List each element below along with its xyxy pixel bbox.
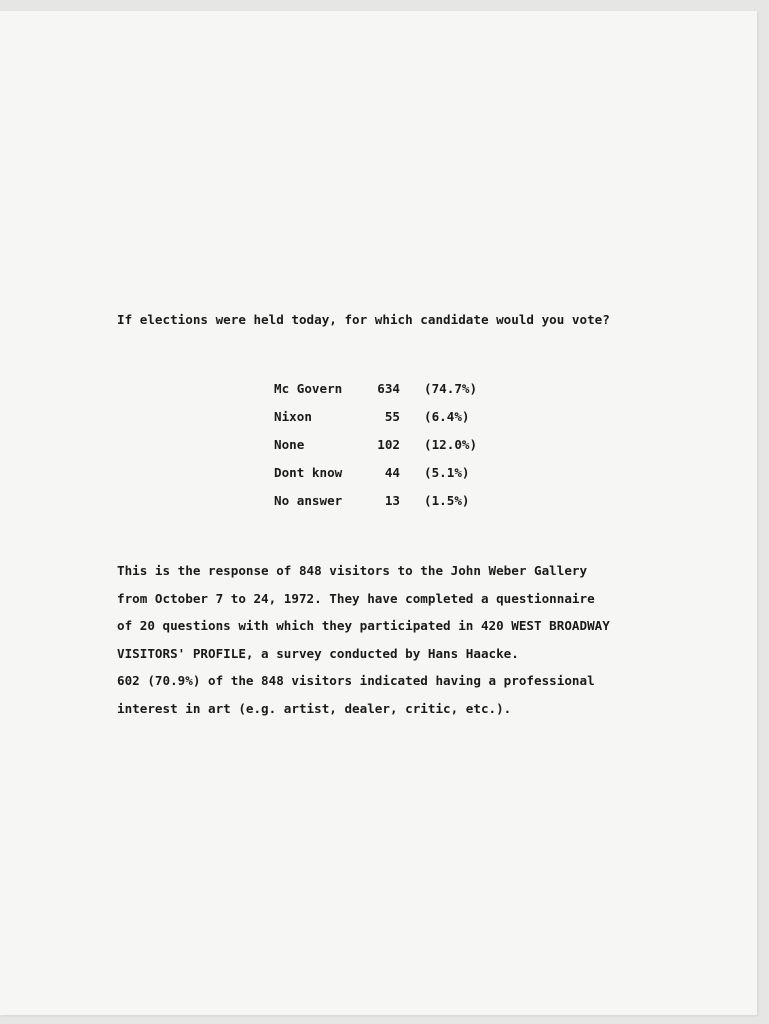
candidate-name: Dont know — [274, 465, 343, 480]
paragraph-line: This is the response of 848 visitors to the John Weber Gallery — [117, 563, 588, 578]
table-row — [274, 465, 504, 493]
vote-count: 44 — [384, 465, 400, 480]
candidate-name: None — [274, 437, 305, 452]
paragraph-line: VISITORS' PROFILE, a survey conducted by Hans Haacke. — [117, 645, 519, 661]
table-row — [274, 381, 504, 409]
survey-question: If elections were held today, for which candidate would you vote? — [117, 312, 610, 327]
spacer — [400, 381, 424, 409]
vote-percent: (5.1%) — [424, 465, 470, 480]
vote-count: 13 — [384, 493, 400, 508]
vote-percent: (1.5%) — [424, 493, 470, 508]
candidate-name: Mc Govern — [274, 381, 343, 396]
candidate-name: No answer — [274, 493, 343, 508]
vote-count: 55 — [384, 409, 400, 424]
results-table — [274, 381, 504, 521]
candidate-name: Nixon — [274, 409, 312, 424]
spacer — [400, 465, 424, 493]
table-row — [274, 409, 504, 437]
vote-count: 102 — [377, 437, 400, 452]
paragraph-line: 602 (70.9%) of the 848 visitors indicated having a professional — [117, 673, 595, 689]
spacer — [400, 437, 424, 465]
spacer — [400, 493, 424, 521]
paragraph-line: of 20 questions with which they participated in 420 WEST BROADWAY — [117, 618, 610, 634]
table-row — [274, 437, 504, 465]
paragraph-line: from October 7 to 24, 1972. They have completed a questionnaire — [117, 590, 595, 606]
vote-percent: (6.4%) — [424, 409, 470, 424]
vote-count: 634 — [377, 381, 400, 396]
vote-percent: (12.0%) — [424, 437, 478, 452]
vote-percent: (74.7%) — [424, 381, 478, 396]
spacer — [400, 409, 424, 437]
paragraph-line: interest in art (e.g. artist, dealer, critic, etc.). — [117, 700, 512, 716]
table-row — [274, 493, 504, 521]
explanation-paragraph — [117, 563, 737, 729]
